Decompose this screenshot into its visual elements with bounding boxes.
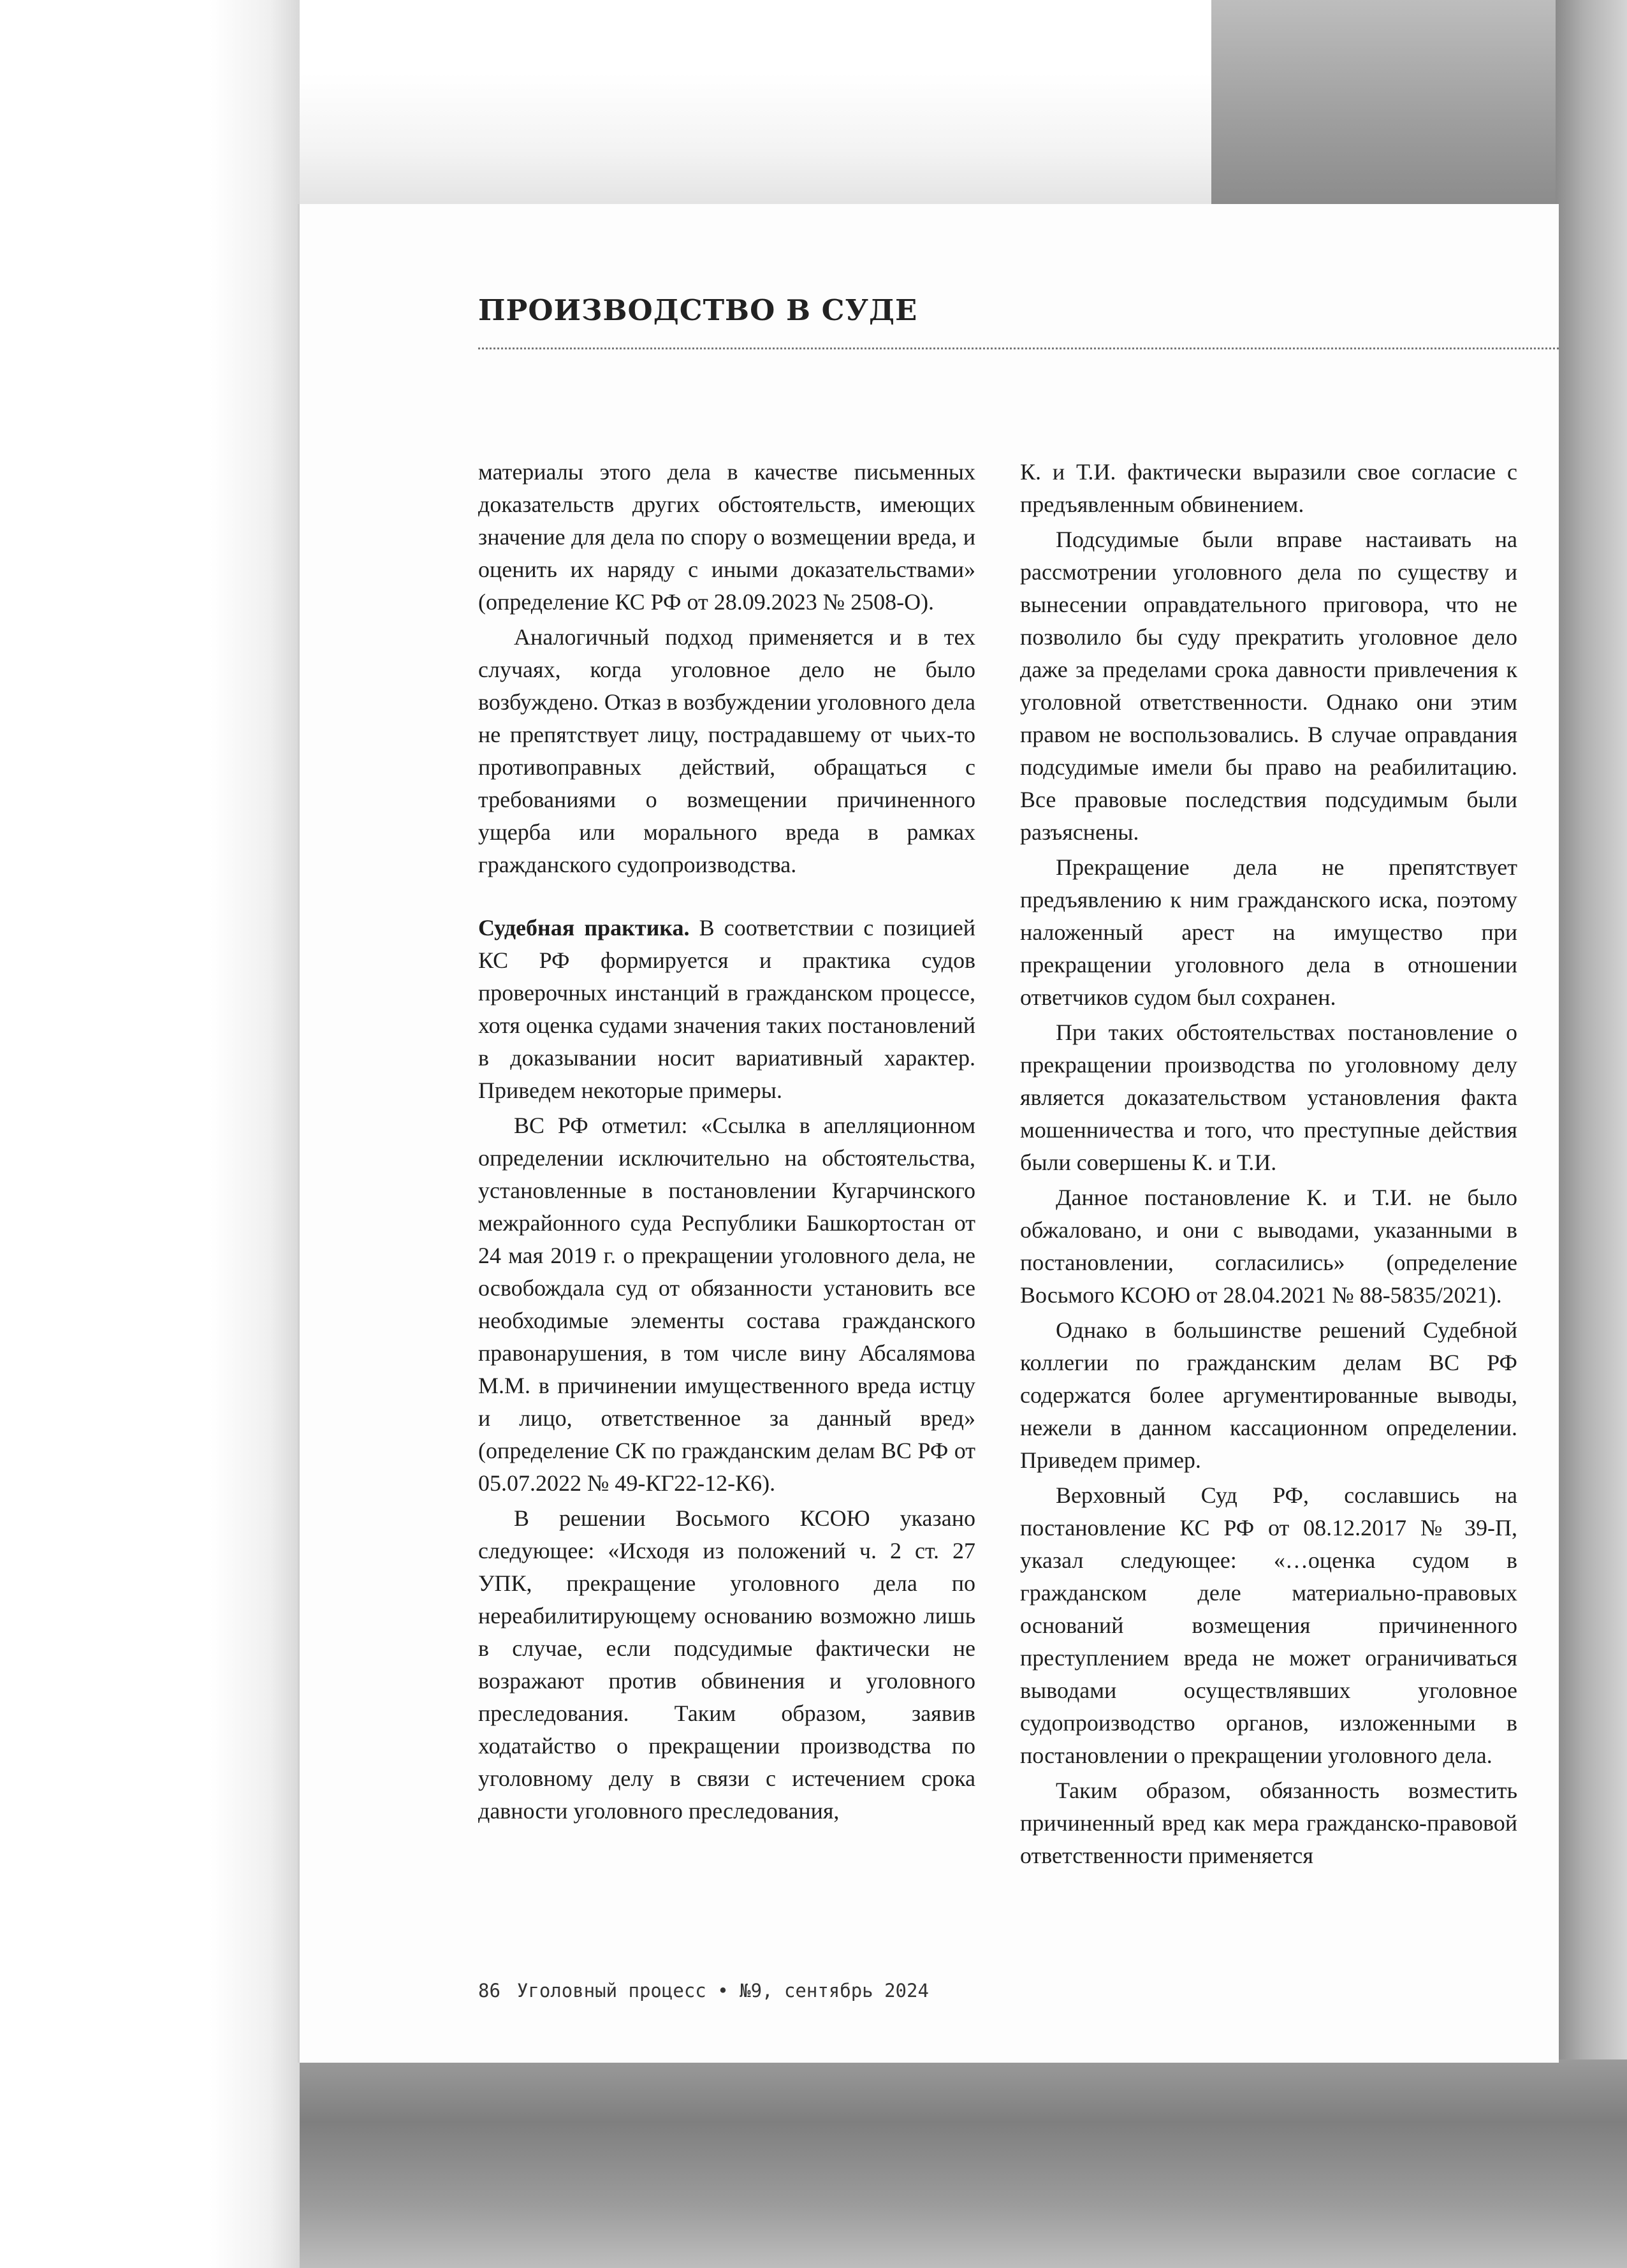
left-column <box>478 456 975 1827</box>
page-number: 86 <box>478 1980 500 2001</box>
paragraph: Подсудимые были вправе настаивать на рассмотрении уголовного дела по существу и вынесении оправдательного приговора, что не позволило бы суду прекратить уголовное дело даже за пределами срока давности привлечения к уголовной ответственности. Однако они этим правом не воспользовались. В случае оправдания подсудимые имели бы право на реабилитацию. Все правовые последствия подсудимым были разъяснены. <box>1020 527 1517 845</box>
paragraph-text: В соответствии с позицией КС РФ формируется и практика судов проверочных инстанций в гражданском процессе, хотя оценка судами значения таких постановлений в доказывании носит вариативный характер. Приведем некоторые примеры. <box>478 915 976 1103</box>
paragraph: Аналогичный подход применяется и в тех случаях, когда уголовное дело не было возбуждено. Отказ в возбуждении уголовного дела не препятствует лицу, пострадавшему от чьих-то противоправных действий, обращаться с требованиями о возмещении причиненного ущерба или морального вреда в рамках гражданского судопроизводства. <box>478 624 975 877</box>
scan-shadow-bottom <box>300 2059 1627 2268</box>
paragraph: Прекращение дела не препятствует предъявлению к ним гражданского иска, поэтому наложенный арест на имущество при прекращении уголовного дела в отношении ответчиков судом был сохранен. <box>1020 854 1517 1010</box>
paragraph: К. и Т.И. фактически выразили свое согласие с предъявленным обвинением. <box>1020 459 1517 517</box>
scan-shadow-right <box>1556 0 1627 2268</box>
section-title: ПРОИЗВОДСТВО В СУДЕ <box>478 293 918 327</box>
paragraph-judicial-practice <box>478 912 975 1107</box>
header-dotted-rule <box>478 348 1559 349</box>
paragraph: материалы этого дела в качестве письменных доказательств других обстоятельств, имеющих значение для дела по спору о возмещении вреда, и оценить их наряду с иными доказательствами» (определение КС РФ от 28.09.2023 № 2508-О). <box>478 459 975 615</box>
paragraph: В решении Восьмого КСОЮ указано следующее: «Исходя из положений ч. 2 ст. 27 УПК, прекращение уголовного дела по нереабилитирующему основанию возможно лишь в случае, если подсудимые фактически не возражают против обвинения и уголовного преследования. Таким образом, заявив ходатайство о прекращении производства по уголовному делу в связи с истечением срока давности уголовного преследования, <box>478 1505 975 1824</box>
page-footer <box>478 1980 929 2001</box>
journal-issue: Уголовный процесс • №9, сентябрь 2024 <box>516 1980 929 2001</box>
paragraph: При таких обстоятельствах постановление о прекращении производства по уголовному делу является доказательством установления факта мошенничества и того, что преступные действия были совершены К. и Т.И. <box>1020 1020 1517 1175</box>
right-column <box>1020 456 1517 1872</box>
scan-background-left <box>0 0 300 2268</box>
paragraph: Данное постановление К. и Т.И. не было обжаловано, и они с выводами, указанными в постановлении, согласились» (определение Восьмого КСОЮ от 28.04.2021 № 88-5835/2021). <box>1020 1185 1517 1308</box>
paragraph: Верховный Суд РФ, сославшись на постановление КС РФ от 08.12.2017 № 39-П, указал следующее: «…оценка судом в гражданском деле материально-правовых оснований возмещения причиненного преступлением вреда не может ограничиваться выводами осуществлявших уголовное судопроизводство органов, изложенными в постановлении о прекращении уголовного дела. <box>1020 1482 1517 1768</box>
paragraph: Однако в большинстве решений Судебной коллегии по гражданским делам ВС РФ содержатся более аргументированные выводы, нежели в данном кассационном определении. Приведем пример. <box>1020 1317 1517 1473</box>
paragraph: Таким образом, обязанность возместить причиненный вред как мера гражданско-правовой ответственности применяется <box>1020 1778 1517 1868</box>
paragraph: ВС РФ отметил: «Ссылка в апелляционном определении исключительно на обстоятельства, установленные в постановлении Кугарчинского межрайонного суда Республики Башкортостан от 24 мая 2019 г. о прекращении уголовного дела, не освобождала суд от обязанности установить все необходимые элементы состава гражданского правонарушения, в том числе вину Абсалямова М.М. в причинении имущественного вреда истцу и лицо, ответственное за данный вред» (определение СК по гражданским делам ВС РФ от 05.07.2022 № 49-КГ22-12-К6). <box>478 1113 975 1496</box>
paragraph-heading: Судебная практика. <box>478 915 690 940</box>
journal-page <box>300 204 1559 2063</box>
